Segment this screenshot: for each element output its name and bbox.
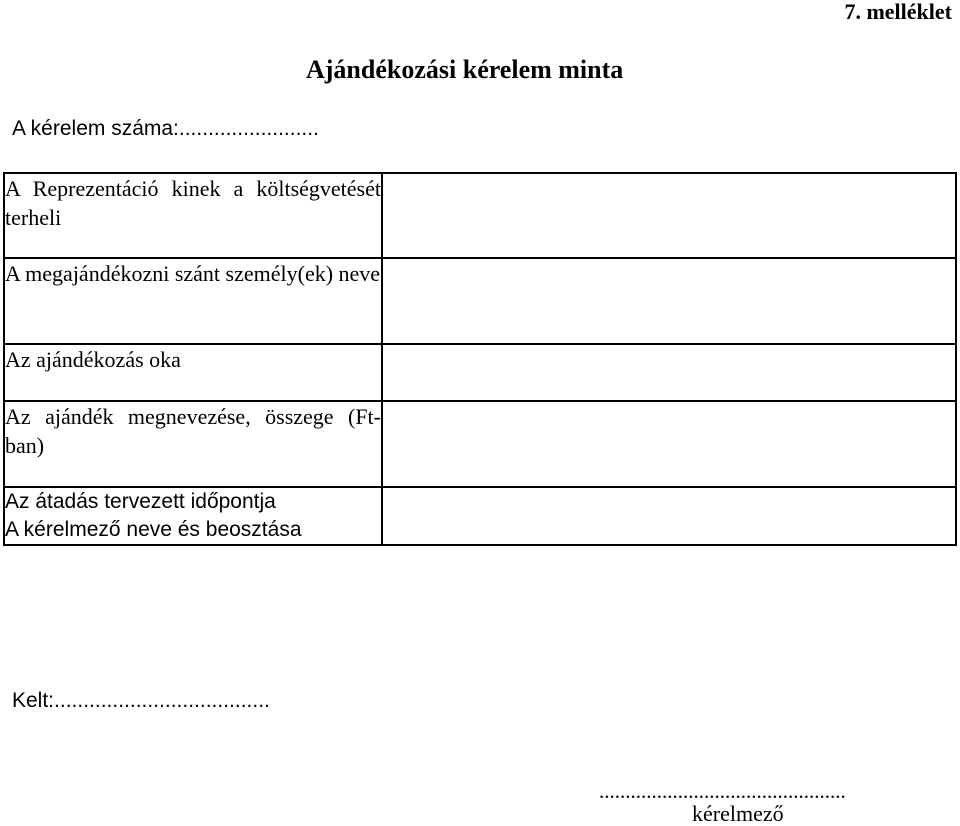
request-form-table: [3, 172, 957, 546]
form-label-cell: [4, 258, 382, 344]
applicant-name-label: A kérelmező neve és beosztása: [5, 518, 302, 541]
document-title: Ajándékozási kérelem minta: [306, 55, 624, 84]
gift-value-cell[interactable]: [382, 401, 956, 487]
form-row-reason: [4, 344, 956, 401]
reason-label: Az ajándékozás oka: [5, 347, 181, 372]
budget-label: A Reprezentáció kinek a költségvetését terheli: [5, 176, 381, 230]
form-label-cell: [4, 344, 382, 401]
reason-value-cell[interactable]: [382, 344, 956, 401]
form-label-cell: [4, 487, 382, 545]
form-row-gift: [4, 401, 956, 487]
handover-value-cell[interactable]: [382, 487, 956, 545]
form-row-handover: [4, 487, 956, 545]
recipient-label: A megajándékozni szánt személy(ek) neve: [5, 261, 381, 286]
form-label-cell: [4, 173, 382, 258]
gift-label: Az ajándék megnevezése, összege (Ft-ban): [5, 404, 381, 458]
form-label-cell: [4, 401, 382, 487]
form-row-budget: [4, 173, 956, 258]
handover-date-label: Az átadás tervezett időpontja: [5, 490, 276, 513]
signature-line: ...............................................: [599, 779, 846, 803]
annex-label: 7. melléklet: [844, 0, 952, 24]
signature-caption: kérelmező: [692, 801, 784, 826]
budget-value-cell[interactable]: [382, 173, 956, 258]
request-number-field: A kérelem száma:........................: [12, 117, 319, 140]
dated-field: Kelt:.....................................: [12, 689, 270, 712]
recipient-value-cell[interactable]: [382, 258, 956, 344]
form-row-recipient: [4, 258, 956, 344]
